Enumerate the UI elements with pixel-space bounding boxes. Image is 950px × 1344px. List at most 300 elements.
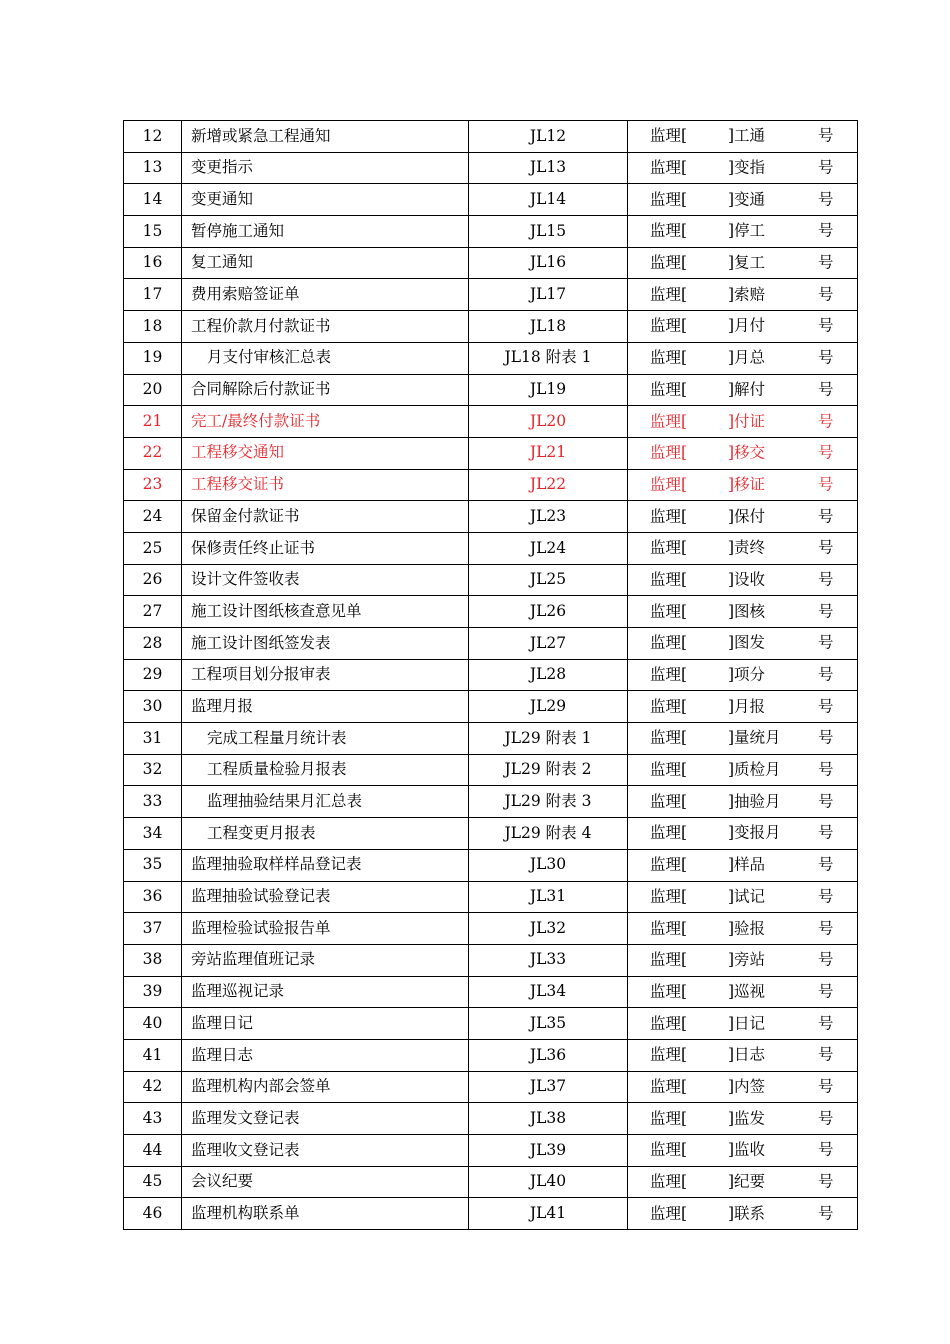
document-number-box <box>628 596 857 627</box>
doc-number-suffix: 号 <box>818 665 834 684</box>
document-number-box <box>628 565 857 596</box>
form-code: JL29 附表 4 <box>469 818 628 850</box>
table-row <box>124 216 858 248</box>
doc-number-prefix: 监理[ <box>650 253 688 272</box>
document-number-box <box>628 343 857 374</box>
row-number: 42 <box>124 1071 182 1103</box>
doc-number-abbreviation: ]复工 <box>728 253 766 272</box>
doc-number-prefix: 监理[ <box>650 633 688 652</box>
doc-number-suffix: 号 <box>818 475 834 494</box>
document-number-format <box>628 849 858 881</box>
table-row <box>124 596 858 628</box>
document-number-format <box>628 469 858 501</box>
document-number-format <box>628 501 858 533</box>
row-number: 41 <box>124 1039 182 1071</box>
doc-number-prefix: 监理[ <box>650 316 688 335</box>
doc-number-prefix: 监理[ <box>650 443 688 462</box>
form-name: 监理抽验结果月汇总表 <box>182 786 469 818</box>
form-name: 监理抽验试验登记表 <box>182 881 469 913</box>
document-number-format <box>628 532 858 564</box>
form-name: 监理日志 <box>182 1039 469 1071</box>
doc-number-prefix: 监理[ <box>650 982 688 1001</box>
document-number-box <box>628 121 857 152</box>
table-row <box>124 184 858 216</box>
doc-number-prefix: 监理[ <box>650 1013 688 1032</box>
doc-number-suffix: 号 <box>818 443 834 462</box>
row-number: 24 <box>124 501 182 533</box>
doc-number-suffix: 号 <box>818 348 834 367</box>
row-number: 29 <box>124 659 182 691</box>
doc-number-prefix: 监理[ <box>650 950 688 969</box>
document-number-box <box>628 311 857 342</box>
document-number-format <box>628 311 858 343</box>
form-code: JL27 <box>469 628 628 660</box>
form-code: JL16 <box>469 247 628 279</box>
document-number-format <box>628 944 858 976</box>
doc-number-suffix: 号 <box>818 126 834 145</box>
form-name: 旁站监理值班记录 <box>182 944 469 976</box>
form-name: 监理月报 <box>182 691 469 723</box>
document-number-box <box>628 1167 857 1198</box>
doc-number-abbreviation: ]责终 <box>728 538 766 557</box>
document-number-box <box>628 850 857 881</box>
form-code: JL14 <box>469 184 628 216</box>
doc-number-prefix: 监理[ <box>650 887 688 906</box>
document-number-format <box>628 596 858 628</box>
table-row <box>124 818 858 850</box>
doc-number-suffix: 号 <box>818 506 834 525</box>
doc-number-abbreviation: ]月报 <box>728 696 766 715</box>
doc-number-prefix: 监理[ <box>650 1045 688 1064</box>
doc-number-prefix: 监理[ <box>650 728 688 747</box>
form-code: JL23 <box>469 501 628 533</box>
doc-number-prefix: 监理[ <box>650 506 688 525</box>
table-row <box>124 786 858 818</box>
table-row <box>124 1135 858 1167</box>
form-code: JL34 <box>469 976 628 1008</box>
doc-number-prefix: 监理[ <box>650 760 688 779</box>
doc-number-abbreviation: ]停工 <box>728 221 766 240</box>
document-number-box <box>628 1135 857 1166</box>
document-number-format <box>628 1198 858 1230</box>
row-number: 28 <box>124 628 182 660</box>
doc-number-abbreviation: ]变指 <box>728 158 766 177</box>
document-number-box <box>628 628 857 659</box>
document-number-format <box>628 913 858 945</box>
table-row <box>124 406 858 438</box>
document-number-format <box>628 818 858 850</box>
row-number: 45 <box>124 1166 182 1198</box>
table-row <box>124 628 858 660</box>
row-number: 30 <box>124 691 182 723</box>
row-number: 31 <box>124 723 182 755</box>
document-number-format <box>628 1071 858 1103</box>
document-form-table <box>123 120 858 1230</box>
row-number: 34 <box>124 818 182 850</box>
table-row <box>124 754 858 786</box>
form-code: JL29 <box>469 691 628 723</box>
doc-number-abbreviation: ]图发 <box>728 633 766 652</box>
form-code: JL33 <box>469 944 628 976</box>
doc-number-prefix: 监理[ <box>650 1077 688 1096</box>
doc-number-suffix: 号 <box>818 1172 834 1191</box>
row-number: 12 <box>124 121 182 153</box>
row-number: 27 <box>124 596 182 628</box>
row-number: 33 <box>124 786 182 818</box>
form-name: 工程移交证书 <box>182 469 469 501</box>
document-number-box <box>628 818 857 849</box>
document-number-format <box>628 279 858 311</box>
doc-number-abbreviation: ]监发 <box>728 1108 766 1127</box>
form-code: JL29 附表 1 <box>469 723 628 755</box>
document-number-box <box>628 279 857 310</box>
form-name: 完成工程量月统计表 <box>182 723 469 755</box>
document-number-box <box>628 216 857 247</box>
doc-number-abbreviation: ]索赔 <box>728 285 766 304</box>
table-row <box>124 691 858 723</box>
doc-number-suffix: 号 <box>818 792 834 811</box>
document-number-box <box>628 501 857 532</box>
doc-number-abbreviation: ]验报 <box>728 918 766 937</box>
row-number: 36 <box>124 881 182 913</box>
form-code: JL41 <box>469 1198 628 1230</box>
document-number-format <box>628 406 858 438</box>
doc-number-suffix: 号 <box>818 887 834 906</box>
doc-number-prefix: 监理[ <box>650 570 688 589</box>
form-code: JL37 <box>469 1071 628 1103</box>
document-number-box <box>628 1008 857 1039</box>
doc-number-prefix: 监理[ <box>650 918 688 937</box>
form-code: JL17 <box>469 279 628 311</box>
row-number: 46 <box>124 1198 182 1230</box>
table-row <box>124 849 858 881</box>
doc-number-abbreviation: ]质检月 <box>728 760 781 779</box>
table-row <box>124 564 858 596</box>
form-code: JL26 <box>469 596 628 628</box>
doc-number-suffix: 号 <box>818 601 834 620</box>
form-code: JL31 <box>469 881 628 913</box>
document-number-format <box>628 1135 858 1167</box>
doc-number-suffix: 号 <box>818 570 834 589</box>
form-name: 工程移交通知 <box>182 437 469 469</box>
doc-number-prefix: 监理[ <box>650 792 688 811</box>
doc-number-prefix: 监理[ <box>650 601 688 620</box>
table-row <box>124 723 858 755</box>
doc-number-suffix: 号 <box>818 253 834 272</box>
form-code: JL35 <box>469 1008 628 1040</box>
row-number: 14 <box>124 184 182 216</box>
doc-number-abbreviation: ]变报月 <box>728 823 781 842</box>
doc-number-abbreviation: ]移证 <box>728 475 766 494</box>
table-row <box>124 1198 858 1230</box>
doc-number-abbreviation: ]移交 <box>728 443 766 462</box>
row-number: 35 <box>124 849 182 881</box>
table-row <box>124 1071 858 1103</box>
document-number-format <box>628 374 858 406</box>
doc-number-abbreviation: ]月总 <box>728 348 766 367</box>
table-row <box>124 437 858 469</box>
doc-number-abbreviation: ]解付 <box>728 380 766 399</box>
form-name: 会议纪要 <box>182 1166 469 1198</box>
row-number: 25 <box>124 532 182 564</box>
doc-number-prefix: 监理[ <box>650 411 688 430</box>
document-number-format <box>628 247 858 279</box>
doc-number-abbreviation: ]监收 <box>728 1140 766 1159</box>
doc-number-suffix: 号 <box>818 1045 834 1064</box>
form-code: JL12 <box>469 121 628 153</box>
table-row <box>124 279 858 311</box>
doc-number-abbreviation: ]月付 <box>728 316 766 335</box>
row-number: 19 <box>124 342 182 374</box>
document-number-format <box>628 659 858 691</box>
form-name: 保修责任终止证书 <box>182 532 469 564</box>
form-name: 施工设计图纸核查意见单 <box>182 596 469 628</box>
document-number-box <box>628 470 857 501</box>
form-name: 保留金付款证书 <box>182 501 469 533</box>
doc-number-prefix: 监理[ <box>650 1140 688 1159</box>
doc-number-prefix: 监理[ <box>650 1203 688 1222</box>
document-number-format <box>628 628 858 660</box>
form-name: 监理机构联系单 <box>182 1198 469 1230</box>
doc-number-abbreviation: ]日志 <box>728 1045 766 1064</box>
document-number-box <box>628 438 857 469</box>
doc-number-prefix: 监理[ <box>650 665 688 684</box>
row-number: 21 <box>124 406 182 438</box>
form-name: 费用索赔签证单 <box>182 279 469 311</box>
document-number-box <box>628 660 857 691</box>
document-number-box <box>628 977 857 1008</box>
doc-number-suffix: 号 <box>818 855 834 874</box>
form-name: 月支付审核汇总表 <box>182 342 469 374</box>
form-code: JL15 <box>469 216 628 248</box>
doc-number-suffix: 号 <box>818 982 834 1001</box>
document-number-format <box>628 723 858 755</box>
form-code: JL20 <box>469 406 628 438</box>
doc-number-prefix: 监理[ <box>650 380 688 399</box>
doc-number-abbreviation: ]纪要 <box>728 1172 766 1191</box>
form-code: JL36 <box>469 1039 628 1071</box>
document-number-box <box>628 786 857 817</box>
form-name: 复工通知 <box>182 247 469 279</box>
document-number-format <box>628 184 858 216</box>
row-number: 13 <box>124 152 182 184</box>
row-number: 18 <box>124 311 182 343</box>
table-row <box>124 659 858 691</box>
form-code: JL22 <box>469 469 628 501</box>
table-row <box>124 976 858 1008</box>
table-row <box>124 152 858 184</box>
doc-number-abbreviation: ]量统月 <box>728 728 781 747</box>
row-number: 23 <box>124 469 182 501</box>
form-code: JL18 <box>469 311 628 343</box>
doc-number-prefix: 监理[ <box>650 1172 688 1191</box>
document-number-format <box>628 786 858 818</box>
doc-number-abbreviation: ]设收 <box>728 570 766 589</box>
table-row <box>124 247 858 279</box>
form-code: JL38 <box>469 1103 628 1135</box>
form-name: 监理巡视记录 <box>182 976 469 1008</box>
table-row <box>124 501 858 533</box>
doc-number-suffix: 号 <box>818 918 834 937</box>
row-number: 39 <box>124 976 182 1008</box>
table-row <box>124 121 858 153</box>
form-name: 完工/最终付款证书 <box>182 406 469 438</box>
doc-number-suffix: 号 <box>818 380 834 399</box>
doc-number-prefix: 监理[ <box>650 221 688 240</box>
document-number-box <box>628 1072 857 1103</box>
document-number-format <box>628 1103 858 1135</box>
document-number-box <box>628 945 857 976</box>
form-name: 监理发文登记表 <box>182 1103 469 1135</box>
doc-number-prefix: 监理[ <box>650 855 688 874</box>
form-code: JL29 附表 3 <box>469 786 628 818</box>
document-number-box <box>628 723 857 754</box>
doc-number-abbreviation: ]付证 <box>728 411 766 430</box>
form-name: 合同解除后付款证书 <box>182 374 469 406</box>
document-number-format <box>628 152 858 184</box>
doc-number-suffix: 号 <box>818 760 834 779</box>
document-number-box <box>628 406 857 437</box>
doc-number-abbreviation: ]日记 <box>728 1013 766 1032</box>
doc-number-suffix: 号 <box>818 728 834 747</box>
document-number-box <box>628 882 857 913</box>
doc-number-suffix: 号 <box>818 316 834 335</box>
row-number: 17 <box>124 279 182 311</box>
doc-number-prefix: 监理[ <box>650 189 688 208</box>
document-number-format <box>628 342 858 374</box>
doc-number-abbreviation: ]样品 <box>728 855 766 874</box>
doc-number-prefix: 监理[ <box>650 823 688 842</box>
table-row <box>124 944 858 976</box>
document-number-format <box>628 437 858 469</box>
doc-number-abbreviation: ]变通 <box>728 189 766 208</box>
document-number-format <box>628 881 858 913</box>
doc-number-suffix: 号 <box>818 633 834 652</box>
document-number-format <box>628 976 858 1008</box>
row-number: 38 <box>124 944 182 976</box>
form-name: 变更通知 <box>182 184 469 216</box>
document-number-box <box>628 755 857 786</box>
row-number: 32 <box>124 754 182 786</box>
document-number-box <box>628 248 857 279</box>
doc-number-abbreviation: ]图核 <box>728 601 766 620</box>
form-code: JL28 <box>469 659 628 691</box>
form-name: 监理收文登记表 <box>182 1135 469 1167</box>
doc-number-suffix: 号 <box>818 1203 834 1222</box>
form-code: JL18 附表 1 <box>469 342 628 374</box>
form-name: 监理日记 <box>182 1008 469 1040</box>
row-number: 16 <box>124 247 182 279</box>
document-number-format <box>628 691 858 723</box>
doc-number-suffix: 号 <box>818 189 834 208</box>
document-number-box <box>628 1040 857 1071</box>
form-name: 新增或紧急工程通知 <box>182 121 469 153</box>
doc-number-suffix: 号 <box>818 538 834 557</box>
document-number-box <box>628 1198 857 1229</box>
form-code: JL25 <box>469 564 628 596</box>
row-number: 20 <box>124 374 182 406</box>
form-code: JL24 <box>469 532 628 564</box>
table-row <box>124 1039 858 1071</box>
row-number: 22 <box>124 437 182 469</box>
form-code: JL40 <box>469 1166 628 1198</box>
form-code: JL32 <box>469 913 628 945</box>
table-row <box>124 1008 858 1040</box>
doc-number-suffix: 号 <box>818 696 834 715</box>
doc-number-abbreviation: ]项分 <box>728 665 766 684</box>
form-code: JL19 <box>469 374 628 406</box>
table-row <box>124 1103 858 1135</box>
form-name: 监理抽验取样样品登记表 <box>182 849 469 881</box>
doc-number-abbreviation: ]抽验月 <box>728 792 781 811</box>
table-row <box>124 881 858 913</box>
doc-number-suffix: 号 <box>818 285 834 304</box>
doc-number-abbreviation: ]旁站 <box>728 950 766 969</box>
document-number-format <box>628 1008 858 1040</box>
row-number: 15 <box>124 216 182 248</box>
doc-number-suffix: 号 <box>818 158 834 177</box>
document-number-box <box>628 375 857 406</box>
document-number-box <box>628 1103 857 1134</box>
doc-number-prefix: 监理[ <box>650 285 688 304</box>
form-name: 工程项目划分报审表 <box>182 659 469 691</box>
form-name: 监理检验试验报告单 <box>182 913 469 945</box>
document-number-box <box>628 533 857 564</box>
form-name: 工程价款月付款证书 <box>182 311 469 343</box>
doc-number-suffix: 号 <box>818 1077 834 1096</box>
document-number-box <box>628 153 857 184</box>
doc-number-abbreviation: ]保付 <box>728 506 766 525</box>
doc-number-prefix: 监理[ <box>650 1108 688 1127</box>
doc-number-suffix: 号 <box>818 1013 834 1032</box>
doc-number-prefix: 监理[ <box>650 348 688 367</box>
row-number: 43 <box>124 1103 182 1135</box>
document-number-format <box>628 1166 858 1198</box>
document-number-box <box>628 913 857 944</box>
doc-number-abbreviation: ]试记 <box>728 887 766 906</box>
doc-number-prefix: 监理[ <box>650 696 688 715</box>
doc-number-suffix: 号 <box>818 950 834 969</box>
doc-number-suffix: 号 <box>818 221 834 240</box>
table-row <box>124 374 858 406</box>
doc-number-prefix: 监理[ <box>650 126 688 145</box>
form-name: 工程质量检验月报表 <box>182 754 469 786</box>
row-number: 26 <box>124 564 182 596</box>
row-number: 37 <box>124 913 182 945</box>
document-number-format <box>628 121 858 153</box>
doc-number-abbreviation: ]巡视 <box>728 982 766 1001</box>
doc-number-suffix: 号 <box>818 1140 834 1159</box>
doc-number-suffix: 号 <box>818 1108 834 1127</box>
doc-number-suffix: 号 <box>818 411 834 430</box>
table-row <box>124 469 858 501</box>
form-name: 监理机构内部会签单 <box>182 1071 469 1103</box>
form-code: JL13 <box>469 152 628 184</box>
form-code: JL39 <box>469 1135 628 1167</box>
row-number: 40 <box>124 1008 182 1040</box>
table-body <box>124 121 858 1230</box>
form-code: JL21 <box>469 437 628 469</box>
table-row <box>124 532 858 564</box>
document-number-box <box>628 691 857 722</box>
form-name: 暂停施工通知 <box>182 216 469 248</box>
doc-number-suffix: 号 <box>818 823 834 842</box>
document-number-format <box>628 1039 858 1071</box>
form-code: JL30 <box>469 849 628 881</box>
table-row <box>124 913 858 945</box>
form-name: 变更指示 <box>182 152 469 184</box>
doc-number-prefix: 监理[ <box>650 158 688 177</box>
